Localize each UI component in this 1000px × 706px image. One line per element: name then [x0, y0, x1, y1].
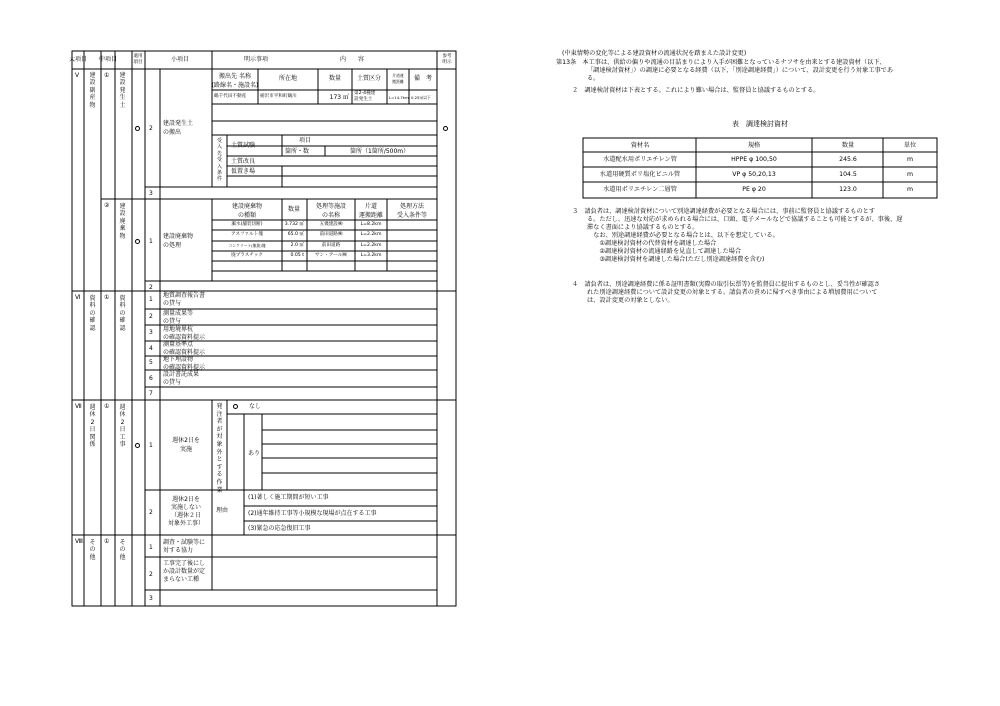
sec5-row2-label: 建設発生土 の搬出 — [163, 120, 194, 136]
materials-header-name: 資材名 — [630, 142, 650, 149]
materials-cell-quantity: 104.5 — [839, 171, 857, 178]
soil-header-quantity: 数量 — [328, 75, 342, 82]
sec6-item-label: 設計書託成果 の貸与 — [163, 371, 200, 386]
sec7-excluded-work-label: 発注者が対象外とする作業 — [216, 403, 223, 494]
materials-table-title: 表 調達検討資材 — [732, 120, 788, 128]
waste-cell-facility: 前田道路㈱ — [319, 232, 343, 237]
sec5-sub2-title: 建設廃棄物 — [119, 203, 126, 240]
sec5-row3-number: 3 — [149, 190, 153, 197]
sec7-row1-label: 週休2日を 実施 — [172, 437, 200, 453]
materials-cell-spec: PE φ 20 — [742, 186, 766, 193]
soil-cell-location: 栃沢市平和町鶴川 — [260, 94, 297, 99]
waste-cell-quantity: 2.0 ㎥ — [290, 243, 304, 248]
sec7-option-none: なし — [249, 403, 262, 410]
soil-header-remarks: 備 考 — [413, 75, 433, 82]
cond-temporary-storage: 仮置き場 — [231, 168, 256, 175]
materials-cell-name: 水道用硬質ポリ塩化ビニル管 — [599, 171, 681, 178]
sec5-sub2-number: ② — [104, 202, 110, 209]
selected-circle-mark — [233, 404, 238, 409]
sec5-sub1-title: 建設発生土 — [119, 72, 126, 109]
sec7-row2-label: 週休2日を 実施しない （週休２日 対象外工事） — [167, 496, 205, 527]
materials-cell-spec: HPPE φ 100,50 — [731, 156, 777, 163]
materials-cell-quantity: 245.6 — [839, 156, 857, 163]
header-meiji: 明示事項 — [243, 56, 269, 63]
sec6-sub-title: 資料の確認 — [119, 295, 126, 332]
paragraph-4-line: れた別途調達経費について設計変更の対象とする。請負者の責めに帰すべき事由による増加費用について — [587, 289, 878, 296]
waste-row-label: 建設廃棄物 の処理 — [163, 233, 194, 249]
materials-cell-unit: m — [906, 156, 914, 163]
waste-header-quantity: 数量 — [287, 206, 301, 213]
waste-cell-quantity: 0.05 t — [290, 253, 304, 258]
cond-locations-value: 箇所（1箇所/500m） — [350, 148, 410, 155]
waste-cell-quantity: 3.732 ㎥ — [284, 222, 304, 227]
waste-cell-facility: サン・アール㈱ — [315, 253, 347, 258]
paragraph-3-line: ３ 請負者は、調達検討資材について別途調達経費が必要となる場合には、事前に監督員と協議するものとす — [572, 208, 876, 215]
paragraph-4-line: ４ 請負者は、別途調達経費に係る証明書類(実際の取引伝票等)を監督員に提出するものとし、妥当性が確認さ — [572, 281, 881, 288]
sec7-reason-item: (3)緊急の応急復旧工事 — [248, 525, 311, 532]
materials-cell-spec: VP φ 50,20,13 — [732, 171, 776, 178]
header-tekiyou: 適用 項目 — [133, 54, 143, 65]
sec7-sub-title: 週休2日工事 — [119, 404, 126, 449]
paragraph-4-line: は、設計変更の対象としない。 — [587, 297, 674, 304]
materials-cell-name: 水道配水用ポリエチレン管 — [603, 156, 677, 163]
applicable-circle-mark — [135, 126, 140, 131]
soil-cell-quantity: 173 ㎥ — [329, 94, 349, 101]
sec5-row2-number: 2 — [149, 125, 153, 132]
waste-cell-type: 濁水(舗装切断) — [231, 222, 263, 227]
waste-header-method: 処理方法 受入条件等 — [396, 203, 428, 219]
sec6-item-number: 6 — [149, 375, 153, 382]
paragraph-3-line: ①調達検討資材の代替資材を調達した場合 — [587, 240, 717, 247]
waste-cell-distance: L=3.2km — [360, 253, 382, 258]
article13-line: 第13条 本工事は、供給の偏りや流通の目詰まりにより入手が困難となっているナフサを由来とする建設資材（以下、 — [556, 59, 886, 66]
waste-cell-type: アスファルト塊 — [231, 232, 263, 237]
paragraph-2: ２ 調達検討資材は下表とする。これにより難い場合は、監督員と協議するものとする。 — [572, 87, 820, 94]
header-naiyou: 内 容 — [339, 56, 365, 63]
waste-header-distance: 片道 運搬距離 — [358, 203, 384, 219]
materials-header-quantity: 数量 — [841, 142, 855, 149]
sec5-number: Ⅴ — [75, 72, 80, 79]
materials-header-unit: 単位 — [903, 142, 917, 149]
waste-cell-distance: L=2.2km — [360, 243, 382, 248]
sec6-item-number: 7 — [149, 390, 153, 397]
sec6-item-number: 2 — [149, 313, 153, 320]
cond-soil-test: 土質試験 — [231, 142, 256, 149]
soil-cell-destination: 鶴千代田不動産 — [214, 94, 247, 99]
sec6-item-label: 地下埋設物 の確認資料提示 — [163, 356, 206, 371]
waste-header-facility: 処理等施設 の名称 — [315, 203, 347, 219]
sec6-item-number: 5 — [149, 359, 153, 366]
soil-cell-remarks: 0.25㎥以下 — [411, 95, 431, 100]
paragraph-3-line: る。ただし、迅速な対応が求められる場合には、口頭、電子メールなどで協議することも可能とするが、事後、遅 — [587, 216, 903, 223]
header-sanko: 参考 明示 — [442, 54, 452, 65]
article13-line: 「調達検討資材」）の調達に必要となる経費（以下、「別途調達経費」）について、設計変更を行う対象工事であ — [587, 67, 894, 74]
waste-header-type: 建設廃棄物 の種類 — [231, 203, 263, 219]
waste-cell-type: コンクリート(無筋)塊 — [228, 243, 266, 248]
waste-cell-facility: 五幾建設㈱ — [319, 222, 343, 227]
sec8-sub-title: その他 — [119, 539, 126, 561]
materials-cell-unit: m — [906, 186, 914, 193]
sec8-item-number: 2 — [149, 571, 153, 578]
soil-cell-soil-class: 第2-4種建 設発生土 — [354, 91, 376, 102]
sec6-item-number: 4 — [149, 345, 153, 352]
sec6-number: Ⅵ — [75, 294, 81, 301]
acceptance-conditions-label: 受入先受入条件 — [216, 138, 222, 183]
waste-cell-facility: 前田道路 — [321, 243, 341, 248]
soil-header-location: 所在地 — [278, 75, 298, 82]
soil-header-destination: 搬出先 名称 (路線名・施設名) — [211, 73, 259, 89]
sec6-item-label: 測量成果等 の貸与 — [163, 310, 194, 325]
sec7-row2-number: 2 — [149, 509, 153, 516]
sec6-item-number: 3 — [149, 329, 153, 336]
sec6-item-label: 地質調査報告書 の貸与 — [163, 292, 206, 307]
waste-cell-quantity: 65.0 ㎥ — [287, 232, 304, 237]
sec8-item-number: 1 — [149, 544, 153, 551]
sec8-item-label: 調査・試験等に 対する協力 — [163, 539, 206, 554]
header-chukoumoku: 中項目 — [98, 56, 118, 63]
applicable-circle-mark — [135, 239, 140, 244]
sec7-sub-number: ① — [104, 403, 110, 410]
header-shoukoumoku: 小項目 — [170, 56, 190, 63]
applicable-circle-mark — [135, 443, 140, 448]
sec8-item-label: 工事完了後にし か設計数量が定 まらない工種 — [163, 560, 206, 583]
sec7-reason-item: (2)通年維持工事等小規模な現場が点在する工事 — [248, 510, 377, 517]
reference-circle-mark — [443, 126, 448, 131]
sec5-title: 建設副産物 — [89, 72, 96, 109]
waste-cell-type: 廃プラスチック — [231, 253, 263, 258]
soil-cell-distance: L=14.7km — [389, 95, 409, 100]
right-heading: (中東情勢の変化等による建設資材の流通状況を踏まえた設計変更) — [562, 50, 747, 57]
materials-header-spec: 規格 — [747, 142, 761, 149]
paragraph-3-line: ③調達検討資材を調達した場合(ただし別途調達経費を含む) — [587, 256, 765, 263]
paragraph-3-line: 滞なく書面により協議するものとする。 — [587, 224, 699, 231]
sec6-title: 資料の確認 — [89, 295, 96, 332]
article13-line: る。 — [587, 75, 600, 82]
sec8-sub-number: ① — [104, 538, 110, 545]
sec5-sub1-number: ① — [104, 72, 110, 79]
sec7-row1-number: 1 — [149, 442, 153, 449]
cond-soil-improvement: 土質改良 — [231, 158, 256, 165]
waste-cell-distance: L=8.2km — [360, 222, 382, 227]
sec6-item-label: 測量基準点 の確認資料提示 — [163, 341, 206, 356]
sec6-sub-number: ① — [104, 294, 110, 301]
paragraph-3-line: なお、別途調達経費が必要となる場合とは、以下を想定している。 — [587, 232, 779, 239]
waste-row-number: 1 — [149, 238, 153, 245]
sec7-reason-item: (1)著しく施工期間が短い工事 — [248, 494, 329, 501]
waste-row2-number: 2 — [149, 284, 153, 291]
sec8-item-number: 3 — [149, 595, 153, 602]
sec7-number: Ⅶ — [75, 403, 82, 410]
cond-header-item: 項目 — [298, 137, 312, 144]
sec7-option-ari: あり — [248, 450, 261, 457]
cond-locations: 箇所・数 — [285, 148, 310, 155]
paragraph-3-line: ②調達検討資材の流通経路を見直して調達した場合 — [587, 248, 742, 255]
sec8-title: その他 — [89, 539, 96, 561]
materials-cell-name: 水道用ポリエチレン二層管 — [603, 186, 677, 193]
sec6-item-number: 1 — [149, 296, 153, 303]
sec6-item-label: 用地境界杭 の確認資料提示 — [163, 326, 206, 341]
header-daikoumoku: 大項目 — [68, 56, 88, 63]
materials-cell-unit: m — [906, 171, 914, 178]
waste-cell-distance: L=2.2km — [360, 232, 382, 237]
sec7-reason-label: 理由 — [216, 507, 229, 514]
soil-header-distance: 片道運 搬距離 — [392, 73, 404, 84]
materials-cell-quantity: 123.0 — [839, 186, 857, 193]
soil-header-soil-class: 土質区分 — [356, 75, 382, 82]
sec7-title: 週休2日関係 — [89, 404, 96, 449]
sec8-number: Ⅷ — [75, 538, 83, 545]
